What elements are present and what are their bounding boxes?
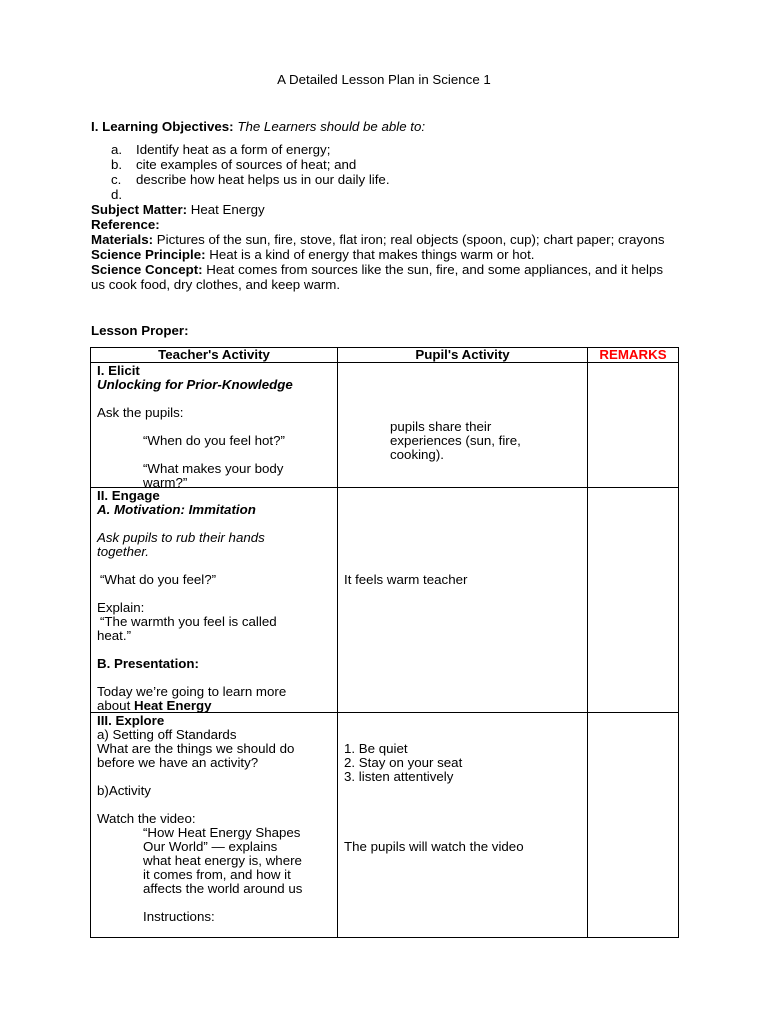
objectives-heading [91, 119, 691, 134]
lesson-table [90, 347, 679, 938]
remarks-header: REMARKS [588, 348, 679, 363]
engage-heading: II. Engage [97, 488, 160, 503]
science-concept: Science Concept: Heat comes from sources like the sun, fire, and some appliances, and it helps us cook food, dry clothes, and keep warm. [91, 262, 664, 292]
lesson-proper-heading: Lesson Proper: [91, 323, 189, 338]
explore-activity: b)Activity [97, 783, 151, 798]
page-title: A Detailed Lesson Plan in Science 1 [277, 72, 491, 87]
presentation-line-1: Today we’re going to learn more [97, 684, 287, 699]
explore-instructions: Instructions: [143, 909, 215, 924]
subject-matter: Subject Matter: Heat Energy [91, 202, 265, 217]
list-item: c. describe how heat helps us in our daily life. [111, 172, 390, 187]
engage-quote-line-2: heat.” [97, 628, 132, 643]
engage-question: “What do you feel?” [100, 572, 217, 587]
list-item: d. [111, 187, 123, 202]
elicit-teacher-cell [91, 363, 338, 488]
table-row [91, 488, 679, 713]
elicit-subheading: Unlocking for Prior-Knowledge [97, 377, 293, 392]
elicit-pupil-line-2: experiences (sun, fire, [390, 433, 521, 448]
video-line-2: Our World” — explains [143, 839, 278, 854]
explore-question-line-1: What are the things we should do [97, 741, 295, 756]
pupil-rule-1: 1. Be quiet [344, 741, 408, 756]
reference: Reference: [91, 217, 160, 232]
elicit-heading: I. Elicit [97, 363, 140, 378]
presentation-heading: B. Presentation: [97, 656, 199, 671]
engage-explain: Explain: [97, 600, 145, 615]
engage-pupil-cell [338, 488, 588, 713]
explore-watch: Watch the video: [97, 811, 196, 826]
science-principle: Science Principle: Heat is a kind of energy that makes things warm or hot. [91, 247, 535, 262]
elicit-question-2-line-1: “What makes your body [143, 461, 284, 476]
list-item: a. Identify heat as a form of energy; [111, 142, 331, 157]
engage-instruction-line-1: Ask pupils to rub their hands [97, 530, 265, 545]
explore-pupil-video: The pupils will watch the video [344, 839, 524, 854]
engage-teacher-cell [91, 488, 338, 713]
elicit-pupil-line-3: cooking). [390, 447, 444, 462]
video-line-5: affects the world around us [143, 881, 303, 896]
elicit-question-1: “When do you feel hot?” [143, 433, 285, 448]
explore-question-line-2: before we have an activity? [97, 755, 259, 770]
explore-teacher-cell [91, 713, 338, 938]
presentation-topic: Heat Energy [133, 698, 212, 713]
elicit-remarks-cell [588, 363, 679, 488]
video-line-1: “How Heat Energy Shapes [143, 825, 301, 840]
lesson-info [91, 202, 676, 292]
elicit-ask: Ask the pupils: [97, 405, 184, 420]
objectives-intro: The Learners should be able to: [237, 119, 426, 134]
elicit-pupil-line-1: pupils share their [390, 419, 492, 434]
engage-remarks-cell [588, 488, 679, 713]
materials: Materials: Pictures of the sun, fire, stove, flat iron; real objects (spoon, cup); chart paper; crayons [91, 232, 665, 247]
explore-pupil-cell [338, 713, 588, 938]
pupil-activity-header: Pupil's Activity [338, 348, 588, 363]
table-header-row [91, 348, 679, 363]
engage-instruction-line-2: together. [97, 544, 149, 559]
engage-quote-line-1: “The warmth you feel is called [100, 614, 277, 629]
video-line-3: what heat energy is, where [143, 853, 302, 868]
explore-standards: a) Setting off Standards [97, 727, 237, 742]
engage-pupil-response: It feels warm teacher [344, 572, 468, 587]
teacher-activity-header: Teacher's Activity [91, 348, 338, 363]
presentation-line-2: about Heat Energy [97, 698, 212, 713]
explore-heading: III. Explore [97, 713, 165, 728]
list-item: b. cite examples of sources of heat; and [111, 157, 357, 172]
video-line-4: it comes from, and how it [143, 867, 291, 882]
table-row [91, 713, 679, 938]
table-row [91, 363, 679, 488]
elicit-question-2-line-2: warm?” [143, 475, 188, 490]
objectives-list [111, 142, 671, 202]
explore-remarks-cell [588, 713, 679, 938]
elicit-pupil-cell [338, 363, 588, 488]
objectives-label: I. Learning Objectives: [91, 119, 234, 134]
pupil-rule-3: 3. listen attentively [344, 769, 454, 784]
engage-subheading: A. Motivation: Immitation [97, 502, 256, 517]
pupil-rule-2: 2. Stay on your seat [344, 755, 463, 770]
